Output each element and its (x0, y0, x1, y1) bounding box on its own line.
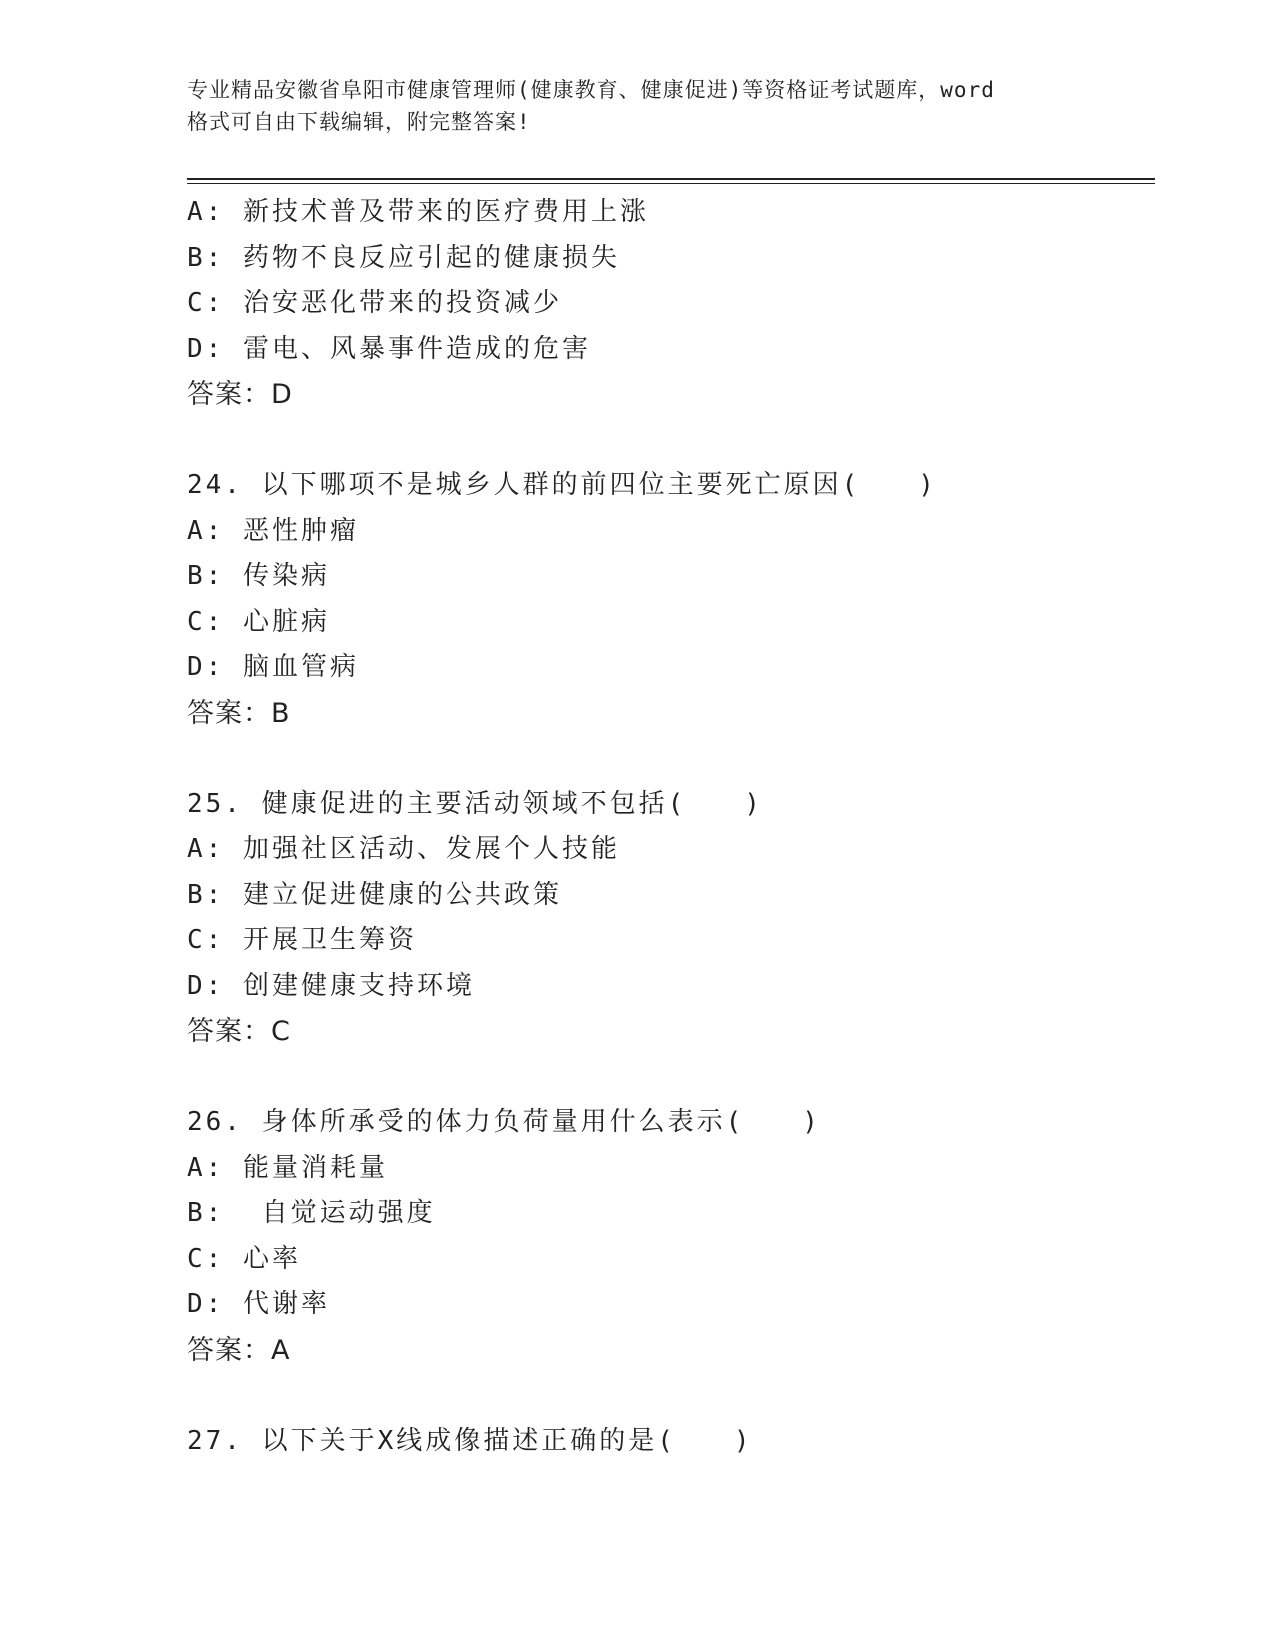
question-stem: 26. 身体所承受的体力负荷量用什么表示( ) (187, 1107, 821, 1137)
option-b: B: 传染病 (187, 561, 330, 591)
option-b: B: 建立促进健康的公共政策 (187, 879, 562, 910)
option-c: C: 治安恶化带来的投资减少 (187, 288, 562, 318)
answer-line: 答案：A (187, 1334, 291, 1366)
answer-line: 答案：D (187, 379, 293, 410)
spacer (187, 1055, 1155, 1101)
option-d: D: 代谢率 (187, 1289, 330, 1319)
option-d: D: 脑血管病 (187, 652, 359, 682)
header-divider (187, 178, 1155, 184)
question-block-26 (187, 1100, 1155, 1373)
option-a: A: 加强社区活动、发展个人技能 (187, 834, 620, 864)
question-stem: 25. 健康促进的主要活动领域不包括( ) (187, 788, 763, 819)
option-d: D: 雷电、风暴事件造成的危害 (187, 333, 591, 364)
question-block-24 (187, 463, 1155, 736)
option-a: A: 恶性肿瘤 (187, 515, 359, 546)
option-c: C: 心率 (187, 1243, 301, 1274)
spacer (187, 736, 1155, 782)
option-a: A: 新技术普及带来的医疗费用上涨 (187, 197, 649, 227)
option-a: A: 能量消耗量 (187, 1152, 388, 1183)
document-header (187, 74, 1107, 138)
answer-line: 答案：B (187, 697, 291, 729)
answer-line: 答案：C (187, 1016, 291, 1047)
option-b: B: 自觉运动强度 (187, 1198, 436, 1228)
question-block-27 (187, 1419, 1155, 1465)
spacer (187, 1373, 1155, 1419)
question-stem: 24. 以下哪项不是城乡人群的前四位主要死亡原因( ) (187, 470, 937, 500)
question-block-25 (187, 782, 1155, 1055)
question-stem: 27. 以下关于X线成像描述正确的是( ) (187, 1425, 753, 1456)
question-block-23 (187, 190, 1155, 418)
option-b: B: 药物不良反应引起的健康损失 (187, 242, 620, 273)
header-line-2: 格式可自由下载编辑，附完整答案! (187, 110, 531, 134)
option-d: D: 创建健康支持环境 (187, 970, 475, 1001)
header-line-1: 专业精品安徽省阜阳市健康管理师(健康教育、健康促进)等资格证考试题库，word (187, 78, 995, 102)
option-c: C: 心脏病 (187, 606, 330, 637)
spacer (187, 418, 1155, 464)
option-c: C: 开展卫生筹资 (187, 925, 417, 955)
question-list (187, 190, 1155, 1464)
